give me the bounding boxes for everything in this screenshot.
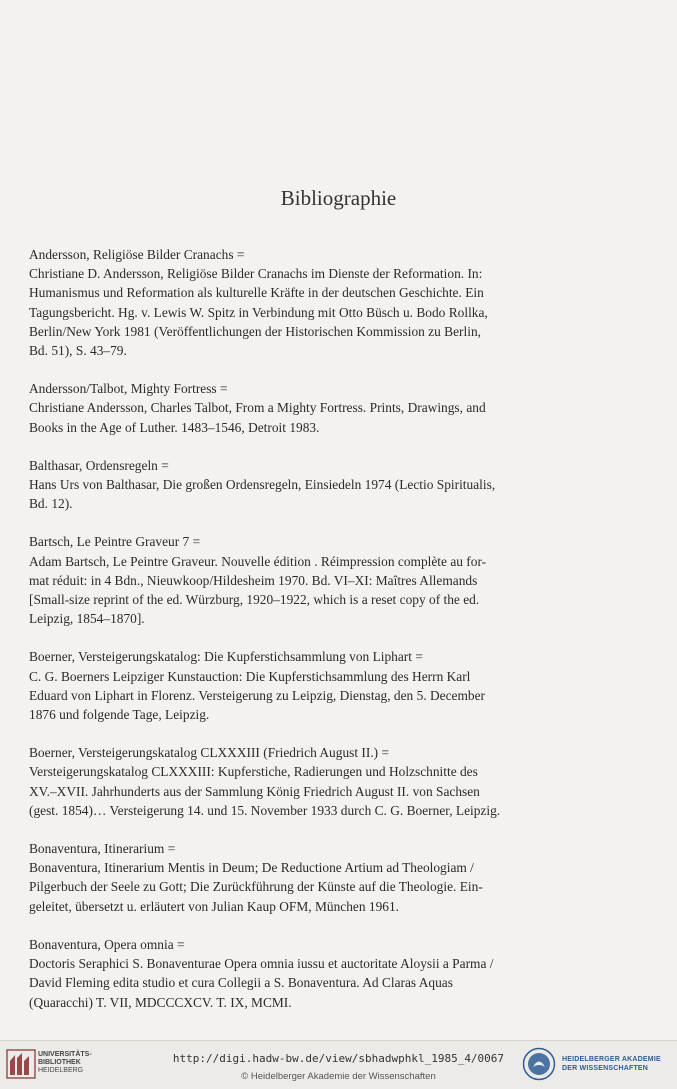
academy-name-line: DER WISSENSCHAFTEN xyxy=(562,1065,649,1072)
document-url-link[interactable]: http://digi.hadw-bw.de/view/sbhadwphkl_1985_4/0067 xyxy=(172,1052,505,1065)
entry-citation-line: C. G. Boerners Leipziger Kunstauction: Die Kupferstichsammlung des Herrn Karl xyxy=(29,668,471,684)
entry-citation-line: (gest. 1854)… Versteigerung 14. und 15. November 1933 durch C. G. Boerner, Leipzig. xyxy=(29,802,501,818)
academy-name-line: HEIDELBERGER AKADEMIE xyxy=(562,1056,661,1063)
entry-citation-line: Leipzig, 1854–1870]. xyxy=(29,611,145,627)
entry-short-title: Bonaventura, Opera omnia = xyxy=(29,936,185,952)
entry-citation-line: Books in the Age of Luther. 1483–1546, Detroit 1983. xyxy=(29,419,320,435)
bibliography-entry xyxy=(29,532,539,628)
bibliography-entry xyxy=(29,839,539,916)
entry-short-title: Andersson/Talbot, Mighty Fortress = xyxy=(29,381,228,397)
entry-citation-line: Eduard von Liphart in Florenz. Versteigerung zu Leipzig, Dienstag, den 5. December xyxy=(29,687,486,703)
entry-short-title: Bartsch, Le Peintre Graveur 7 = xyxy=(29,534,201,550)
entry-citation-line: Pilgerbuch der Seele zu Gott; Die Zurückführung der Künste auf die Theologie. Ein- xyxy=(29,879,483,895)
entry-short-title: Andersson, Religiöse Bilder Cranachs = xyxy=(29,247,245,262)
entry-citation-line: (Quaracchi) T. VII, MDCCCXCV. T. IX, MCMI. xyxy=(29,994,292,1010)
entry-citation-line: geleitet, übersetzt u. erläutert von Julian Kaup OFM, München 1961. xyxy=(29,898,400,914)
entry-citation-line: Berlin/New York 1981 (Veröffentlichungen der Historischen Kommission zu Berlin, xyxy=(29,323,481,339)
entry-citation-line: Christiane Andersson, Charles Talbot, From a Mighty Fortress. Prints, Drawings, and xyxy=(29,400,486,416)
bibliography-entry xyxy=(29,379,539,437)
entry-citation-line: Bd. 12). xyxy=(29,496,73,512)
bibliography-entry xyxy=(29,935,539,1012)
entry-citation-line: Bonaventura, Itinerarium Mentis in Deum; De Reductione Artium ad Theologiam / xyxy=(29,860,474,876)
entry-short-title: Boerner, Versteigerungskatalog: Die Kupferstichsammlung von Liphart = xyxy=(29,649,423,665)
copyright-notice: © Heidelberger Akademie der Wissenschaften xyxy=(241,1071,436,1082)
bibliography-entry xyxy=(29,245,539,360)
academy-name xyxy=(562,1055,661,1073)
entry-citation-line: [Small-size reprint of the ed. Würzburg, 1920–1922, which is a reset copy of the ed. xyxy=(29,592,480,608)
entry-citation-line: Versteigerungskatalog CLXXXIII: Kupferstiche, Radierungen und Holzschnitte des xyxy=(29,764,478,780)
library-name-line: UNIVERSITÄTS- xyxy=(38,1051,92,1058)
library-name-line: BIBLIOTHEK xyxy=(38,1059,81,1066)
bibliography-entry xyxy=(29,743,539,820)
viewer-footer xyxy=(0,1040,677,1089)
entry-citation-line: Tagungsbericht. Hg. v. Lewis W. Spitz in Verbindung mit Otto Büsch u. Bodo Rollka, xyxy=(29,304,488,320)
entry-short-title: Boerner, Versteigerungskatalog CLXXXIII (Friedrich August II.) = xyxy=(29,745,390,761)
bibliography-entry xyxy=(29,647,539,724)
entry-citation-line: XV.–XVII. Jahrhunderts aus der Sammlung König Friedrich August II. von Sachsen xyxy=(29,783,480,799)
entry-citation-line: Humanismus und Reformation als kulturelle Kräfte in der deutschen Geschichte. Ein xyxy=(29,285,484,301)
bibliography-list xyxy=(29,245,539,1031)
entry-citation-line: Bd. 51), S. 43–79. xyxy=(29,343,127,359)
entry-citation-line: Christiane D. Andersson, Religiöse Bilder Cranachs im Dienste der Reformation. In: xyxy=(29,266,483,282)
academy-seal-icon[interactable] xyxy=(522,1047,556,1081)
library-name-line: HEIDELBERG xyxy=(38,1067,84,1074)
entry-citation-line: David Fleming edita studio et cura Collegii a S. Bonaventura. Ad Claras Aquas xyxy=(29,975,453,991)
entry-citation-line: mat réduit: in 4 Bdn., Nieuwkoop/Hildesheim 1970. Bd. VI–XI: Maîtres Allemands xyxy=(29,572,478,588)
entry-citation-line: Hans Urs von Balthasar, Die großen Ordensregeln, Einsiedeln 1974 (Lectio Spiritualis, xyxy=(29,477,496,493)
entry-short-title: Balthasar, Ordensregeln = xyxy=(29,457,169,473)
entry-citation-line: 1876 und folgende Tage, Leipzig. xyxy=(29,707,210,723)
entry-citation-line: Adam Bartsch, Le Peintre Graveur. Nouvelle édition . Réimpression complète au for- xyxy=(29,553,487,569)
entry-citation-line: Doctoris Seraphici S. Bonaventurae Opera omnia iussu et auctoritate Aloysii a Parma / xyxy=(29,956,494,972)
page-title: Bibliographie xyxy=(280,186,397,210)
entry-short-title: Bonaventura, Itinerarium = xyxy=(29,841,176,857)
bibliography-entry xyxy=(29,456,539,514)
